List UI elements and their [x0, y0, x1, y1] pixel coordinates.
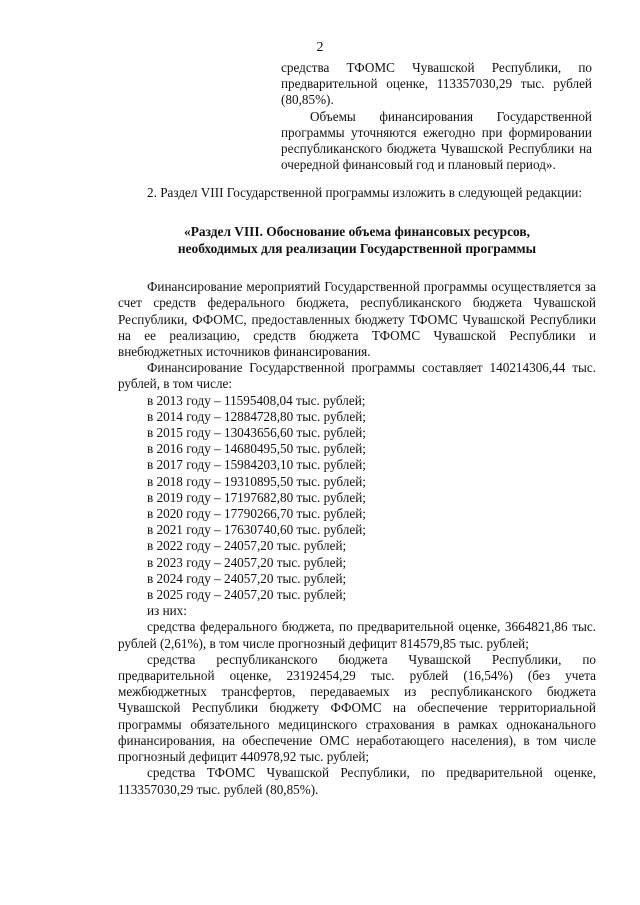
year-item: в 2018 году – 19310895,50 тыс. рублей; — [147, 473, 366, 489]
year-item: в 2020 году – 17790266,70 тыс. рублей; — [147, 506, 366, 522]
page-number: 2 — [316, 40, 324, 55]
quote-paragraph-tfoms: средства ТФОМС Чувашской Республики, по предварительной оценке, 113357030,29 тыс. рублей (80,85%). — [281, 60, 592, 108]
year-item: в 2015 году – 13043656,60 тыс. рублей; — [147, 425, 366, 441]
year-item: в 2021 году – 17630740,60 тыс. рублей; — [147, 522, 366, 538]
republican-budget-paragraph: средства республиканского бюджета Чувашской Республики, по предварительной оценке, 23192454,29 тыс. рублей (16,54%) (без учета межбюджетных трансфертов, передаваемых из республиканского бюджета Чувашской Республики бюджету ФФОМС на обеспечение территориальной программы обязательного медицинского страхования в рамках одноканального финансирования, на обеспечение ОМС неработающего населения), в том числе прогнозный дефицит 440978,92 тыс. рублей; — [118, 651, 596, 765]
section-heading-line-1: «Раздел VIII. Обоснование объема финансовых ресурсов, — [184, 224, 530, 240]
tfoms-paragraph: средства ТФОМС Чувашской Республики, по предварительной оценке, 113357030,29 тыс. рублей (80,85%). — [118, 765, 596, 797]
federal-budget-paragraph: средства федерального бюджета, по предварительной оценке, 3664821,86 тыс. рублей (2,61%), в том числе прогнозный дефицит 814579,85 тыс. рублей; — [118, 619, 596, 651]
year-item: в 2025 году – 24057,20 тыс. рублей; — [147, 587, 347, 603]
financing-total-paragraph: Финансирование Государственной программы составляет 140214306,44 тыс. рублей, в том числе: — [118, 360, 596, 392]
quoted-text-block — [281, 60, 592, 173]
yearly-financing-list — [118, 393, 596, 604]
quote-paragraph-volumes: Объемы финансирования Государственной программы уточняются ежегодно при формировании республиканского бюджета Чувашской Республики на очередной финансовый год и плановый период». — [281, 108, 592, 173]
section-heading-line-2: необходимых для реализации Государственной программы — [177, 241, 537, 257]
amendment-intro: 2. Раздел VIII Государственной программы изложить в следующей редакции: — [147, 185, 582, 200]
year-item: в 2017 году – 15984203,10 тыс. рублей; — [147, 457, 366, 473]
year-item: в 2019 году – 17197682,80 тыс. рублей; — [147, 489, 366, 505]
year-item: в 2023 году – 24057,20 тыс. рублей; — [147, 554, 347, 570]
year-item: в 2014 году – 12884728,80 тыс. рублей; — [147, 408, 366, 424]
document-body — [118, 185, 596, 798]
of-which-label: из них: — [147, 603, 187, 619]
section-heading — [118, 223, 596, 257]
year-item: в 2013 году – 11595408,04 тыс. рублей; — [147, 392, 366, 408]
financing-sources-paragraph: Финансирование мероприятий Государственной программы осуществляется за счет средств федерального бюджета, республиканского бюджета Чувашской Республики, ФФОМС, предоставленных бюджету ТФОМС Чувашской Республики на ее реализацию, средств бюджета ТФОМС Чувашской Республики и внебюджетных источников финансирования. — [118, 279, 596, 360]
year-item: в 2016 году – 14680495,50 тыс. рублей; — [147, 441, 366, 457]
year-item: в 2022 году – 24057,20 тыс. рублей; — [147, 538, 347, 554]
year-item: в 2024 году – 24057,20 тыс. рублей; — [147, 570, 347, 586]
